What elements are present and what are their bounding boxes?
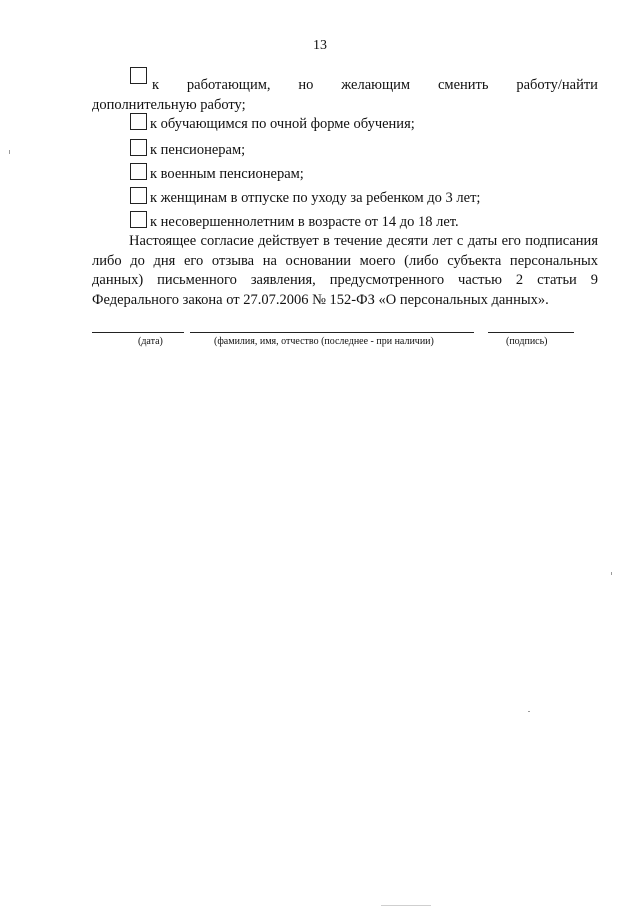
option-maternity-leave-label: к женщинам в отпуске по уходу за ребенком до 3 лет;	[150, 190, 481, 206]
option-minors	[92, 211, 598, 232]
option-students-label: к обучающимся по очной форме обучения;	[150, 116, 415, 132]
signature-label: (подпись)	[506, 336, 548, 347]
scan-speck	[528, 711, 530, 712]
checkbox-working[interactable]	[130, 67, 147, 84]
name-line[interactable]	[190, 332, 474, 333]
scan-speck	[611, 572, 612, 575]
signature-line[interactable]	[488, 332, 574, 333]
option-working-word: сменить	[437, 77, 489, 93]
scan-speck	[381, 905, 431, 906]
option-working	[92, 67, 598, 115]
option-students	[92, 113, 598, 134]
option-working-word: работающим,	[186, 77, 271, 93]
option-military-pensioners	[92, 163, 598, 184]
option-working-word: к	[152, 77, 160, 93]
consent-paragraph	[92, 232, 598, 310]
option-working-word: работу/найти	[516, 77, 598, 93]
option-working-continuation: дополнительную работу;	[92, 97, 246, 113]
date-line[interactable]	[92, 332, 184, 333]
checkbox-students[interactable]	[130, 113, 147, 130]
option-military-pensioners-label: к военным пенсионерам;	[150, 166, 304, 182]
name-label: (фамилия, имя, отчество (последнее - при наличии)	[214, 336, 434, 347]
checkbox-military-pensioners[interactable]	[130, 163, 147, 180]
consent-text: Настоящее согласие действует в течение десяти лет с даты его подписания либо до дня его отзыва на основании моего (либо субъекта персональных данных) письменного заявления, предусмотренного частью 2 статьи 9 Федерального закона от 27.07.2006 № 152-ФЗ «О персональных данных».	[92, 233, 598, 308]
option-pensioners-label: к пенсионерам;	[150, 142, 246, 158]
page-number: 13	[313, 38, 327, 53]
checkbox-minors[interactable]	[130, 211, 147, 228]
option-minors-label: к несовершеннолетним в возрасте от 14 до 18 лет.	[150, 214, 459, 230]
date-label: (дата)	[138, 336, 163, 347]
option-working-word: но	[298, 77, 314, 93]
option-pensioners	[92, 139, 598, 160]
checkbox-pensioners[interactable]	[130, 139, 147, 156]
checkbox-maternity-leave[interactable]	[130, 187, 147, 204]
option-working-word: желающим	[341, 77, 411, 93]
option-maternity-leave	[92, 187, 598, 208]
scan-speck	[9, 150, 10, 154]
